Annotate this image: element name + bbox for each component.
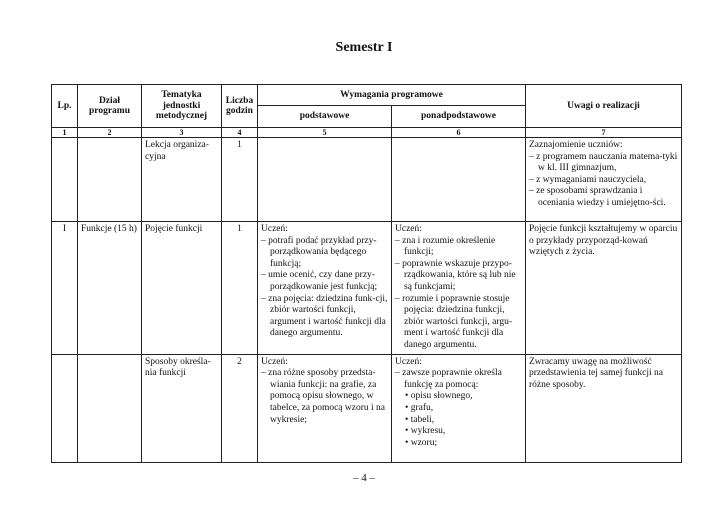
sublist-item: • opisu słownego, — [405, 391, 522, 403]
cell-ponadpodstawowe — [392, 138, 526, 222]
cell-lp — [52, 138, 78, 222]
cell-uwagi — [526, 354, 682, 462]
cell-podstawowe — [258, 138, 392, 222]
list-item — [261, 294, 388, 340]
list-item — [529, 186, 678, 209]
table-row — [52, 354, 682, 462]
table-row — [52, 138, 682, 222]
list-item — [395, 294, 522, 352]
header-uwagi: Uwagi o realizacji — [526, 85, 682, 128]
cell-uwagi — [526, 222, 682, 355]
cell-tematyka: Lekcja organiza-cyjna — [142, 138, 222, 222]
page-number: – 4 – — [353, 472, 375, 484]
cell-uwagi-intro: Pojęcie funkcji kształtujemy w oparciu o przykłady przyporząd-kowań wziętych z życia. — [529, 224, 678, 258]
cell-uwagi — [526, 138, 682, 222]
list-item-text: zna różne sposoby przedsta-wiania funkcji: na grafie, za pomocą opisu słownego, w tabelce, za pomocą wzoru i na wykresie; — [268, 368, 385, 425]
column-number: 7 — [526, 128, 682, 138]
cell-uwagi-intro: Zwracamy uwagę na możliwość przedstawienia tej samej funkcji na różne sposoby. — [529, 356, 664, 390]
cell-liczba: 1 — [222, 222, 258, 355]
cell-uwagi-list — [529, 152, 678, 210]
column-number: 1 — [52, 128, 78, 138]
cell-liczba: 1 — [222, 138, 258, 222]
list-item-text: potrafi podać przykład przy-porządkowania będącego funkcją; — [268, 235, 377, 269]
sublist-item: • tabeli, — [405, 415, 522, 427]
list-item — [529, 152, 678, 175]
cell-lp — [52, 354, 78, 462]
cell-dzial: Funkcje (15 h) — [78, 222, 142, 355]
cell-lp: I — [52, 222, 78, 355]
list-item — [529, 175, 678, 187]
column-number: 5 — [258, 128, 392, 138]
cell-dzial — [78, 354, 142, 462]
header-dzial: Dział programu — [78, 85, 142, 128]
cell-ponadpodstawowe — [392, 222, 526, 355]
cell-ponadpodstawowe-intro: Uczeń: — [395, 224, 422, 234]
cell-podstawowe-intro: Uczeń: — [261, 356, 288, 367]
header-wymagania: Wymagania programowe — [258, 85, 526, 106]
sublist-item: • wzoru; — [405, 438, 522, 450]
list-item — [261, 236, 388, 271]
column-number: 6 — [392, 128, 526, 138]
cell-ponadpodstawowe-sublist — [395, 391, 522, 449]
list-item — [261, 368, 388, 426]
cell-liczba: 2 — [222, 354, 258, 462]
cell-tematyka: Pojęcie funkcji — [142, 222, 222, 355]
cell-podstawowe-list — [261, 368, 388, 426]
header-tematyka: Tematyka jednostki metodycznej — [142, 85, 222, 128]
cell-ponadpodstawowe-list — [395, 368, 522, 391]
list-item-text: poprawnie wskazuje przypo-rządkowania, które są lub nie są funkcjami; — [402, 258, 516, 292]
cell-ponadpodstawowe — [392, 354, 526, 462]
cell-uwagi-intro: Zaznajomienie uczniów: — [529, 140, 623, 150]
cell-podstawowe-list — [261, 236, 388, 340]
list-item — [395, 368, 522, 391]
header-liczba: Liczba godzin — [222, 85, 258, 128]
cell-dzial — [78, 138, 142, 222]
cell-podstawowe — [258, 354, 392, 462]
sublist-item: • wykresu, — [405, 426, 522, 438]
cell-podstawowe — [258, 222, 392, 355]
list-item — [395, 259, 522, 294]
cell-ponadpodstawowe-list — [395, 236, 522, 352]
list-item-text: umie ocenić, czy dane przy-porządkowanie jest funkcją; — [268, 270, 378, 292]
header-ponadpodstawowe: ponadpodstawowe — [392, 106, 526, 128]
list-item-text: rozumie i poprawnie stosuje pojęcia: dziedzina funkcji, zbiór wartości funkcji, argu-ment i wartość funkcji dla danego argumentu. — [402, 293, 512, 350]
list-item-text: zna pojęcia: dziedzina funk-cji, zbiór wartości funkcji, argument i wartość funkcji dla danego argumentu. — [268, 293, 388, 339]
list-item-text: z wymaganiami nauczyciela, — [536, 174, 647, 185]
cell-podstawowe-intro: Uczeń: — [261, 224, 288, 234]
header-podstawowe: podstawowe — [258, 106, 392, 128]
page-title: Semestr I — [335, 40, 393, 55]
column-number: 4 — [222, 128, 258, 138]
list-item-text: zawsze poprawnie określa funkcję za pomocą: — [402, 368, 502, 390]
list-item-text: z programem nauczania matema-tyki w kl. III gimnazjum, — [536, 151, 678, 174]
list-item — [395, 236, 522, 259]
column-number: 2 — [78, 128, 142, 138]
list-item-text: ze sposobami sprawdzania i oceniania wiedzy i umiejętno-ści. — [536, 186, 666, 208]
column-number: 3 — [142, 128, 222, 138]
cell-ponadpodstawowe-intro: Uczeń: — [395, 356, 422, 367]
curriculum-table — [51, 84, 682, 463]
header-lp: Lp. — [52, 85, 78, 128]
table-row — [52, 222, 682, 355]
cell-tematyka: Sposoby określa-nia funkcji — [142, 354, 222, 462]
list-item — [261, 270, 388, 293]
sublist-item: • grafu, — [405, 403, 522, 415]
list-item-text: zna i rozumie określenie funkcji; — [402, 235, 496, 258]
